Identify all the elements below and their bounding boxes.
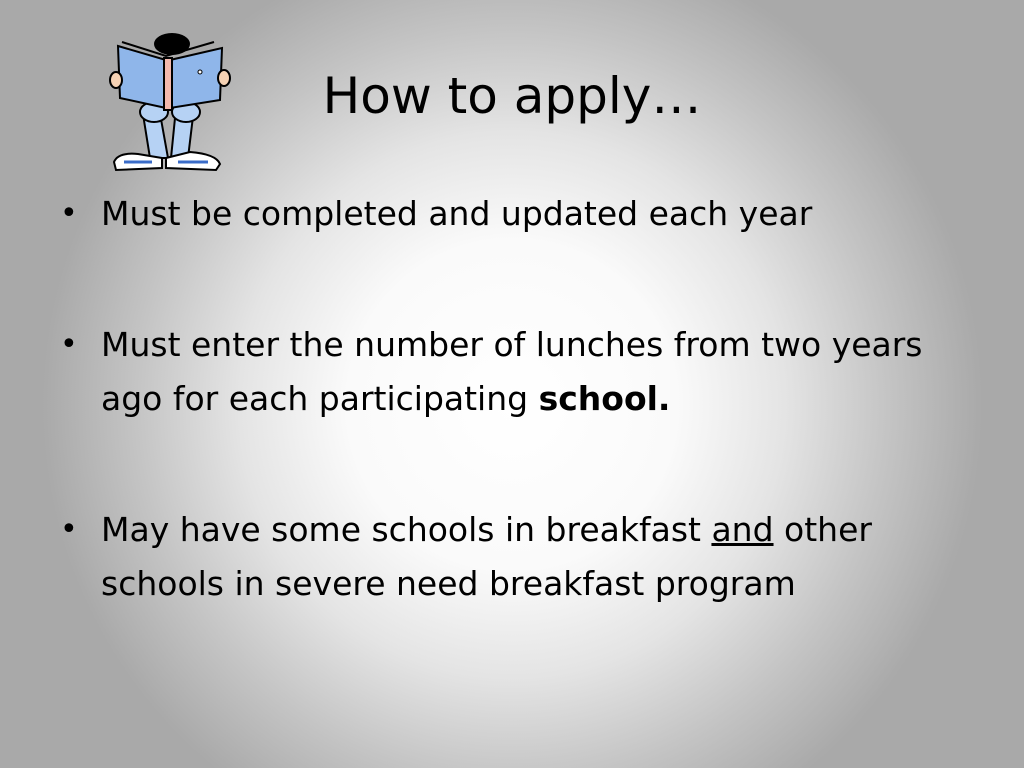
bullet-text: May have some schools in breakfast: [101, 510, 712, 549]
bullet-text: Must be completed and updated each year: [101, 194, 813, 233]
bullet-list: [60, 187, 990, 611]
bullet-dot-icon: •: [60, 512, 78, 547]
bullet-item: [60, 503, 990, 611]
bullet-dot-icon: •: [60, 196, 78, 231]
bullet-dot-icon: •: [60, 327, 78, 362]
bullet-bold-text: school.: [538, 379, 671, 418]
slide-title: How to apply…: [322, 67, 702, 125]
bullet-item: [60, 318, 990, 426]
bullet-text: Must enter the number of lunches from two years ago for each participating: [101, 325, 923, 418]
bullet-item: [60, 187, 990, 241]
bullet-text: other schools in severe need breakfast program: [101, 510, 872, 603]
bullet-underlined-text: and: [711, 510, 774, 549]
